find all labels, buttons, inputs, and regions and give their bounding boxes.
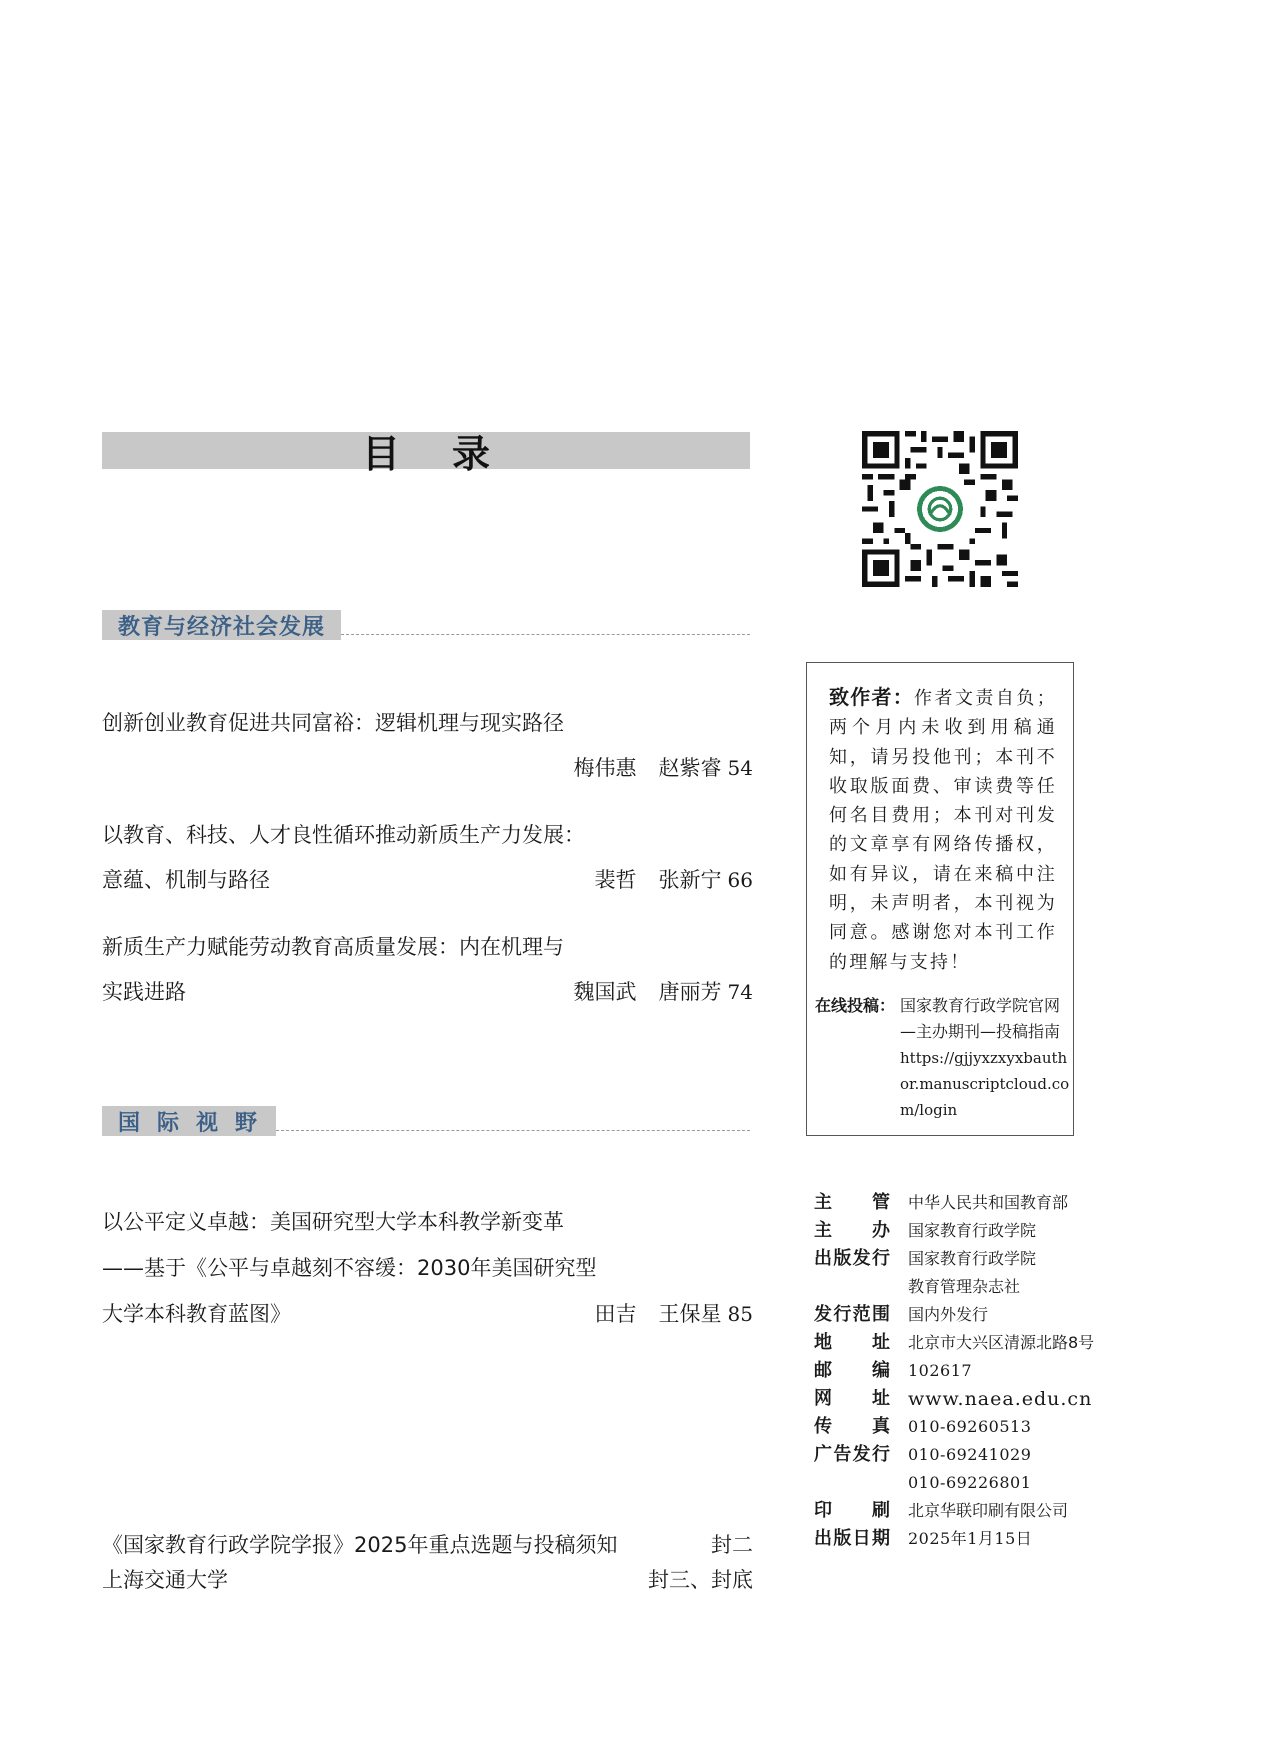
info-key: 发 行 范 围 bbox=[814, 1304, 890, 1325]
article-title[interactable]: 实践进路 bbox=[102, 980, 186, 1004]
info-row bbox=[814, 1273, 1114, 1301]
page-number: 74 bbox=[727, 980, 753, 1004]
toc-title-bar bbox=[102, 432, 750, 476]
extra-title[interactable]: 《国家教育行政学院学报》2025年重点选题与投稿须知 bbox=[102, 1533, 618, 1557]
info-row bbox=[814, 1301, 1114, 1329]
info-row bbox=[814, 1413, 1114, 1441]
notice-text bbox=[829, 683, 1057, 977]
info-key: 出 版 发 行 bbox=[814, 1248, 890, 1269]
submission-label: 在线投稿： bbox=[815, 996, 896, 1015]
info-value: 国家教育行政学院 bbox=[908, 1249, 1037, 1268]
author: 梅伟惠 bbox=[573, 756, 637, 780]
page-number: 66 bbox=[727, 868, 753, 892]
article-title[interactable]: 创新创业教育促进共同富裕：逻辑机理与现实路径 bbox=[102, 711, 564, 735]
toc-extra-line[interactable] bbox=[102, 1565, 753, 1595]
info-value: 北京市大兴区清源北路8号 bbox=[908, 1333, 1095, 1352]
article-subtitle[interactable]: 大学本科教育蓝图》 bbox=[102, 1302, 291, 1326]
author: 王保星 bbox=[658, 1302, 722, 1326]
info-value[interactable]: www.naea.edu.cn bbox=[908, 1388, 1093, 1410]
info-key: 主 管 bbox=[814, 1192, 890, 1213]
notice-heading: 致作者： bbox=[829, 685, 915, 709]
info-row bbox=[814, 1441, 1114, 1469]
submission-path: 国家教育行政学院官网—主办期刊—投稿指南 bbox=[900, 996, 1061, 1041]
extra-page: 封三、封底 bbox=[648, 1568, 753, 1592]
article-title[interactable]: 以公平定义卓越：美国研究型大学本科教学新变革 bbox=[102, 1210, 564, 1234]
toc-article-line[interactable] bbox=[102, 977, 753, 1007]
article-title[interactable]: 新质生产力赋能劳动教育高质量发展：内在机理与 bbox=[102, 935, 564, 959]
info-key: 印 刷 bbox=[814, 1500, 890, 1521]
extra-page: 封二 bbox=[711, 1533, 753, 1557]
toc-extra-line[interactable] bbox=[102, 1530, 753, 1560]
toc-article-line[interactable] bbox=[102, 820, 753, 850]
article-byline bbox=[595, 1299, 753, 1329]
info-value: 教育管理杂志社 bbox=[908, 1277, 1021, 1296]
info-value: 国家教育行政学院 bbox=[908, 1221, 1037, 1240]
info-key: 地 址 bbox=[814, 1332, 890, 1353]
submission-url-link[interactable]: https://gjjyxzxyxbauthor.manuscriptcloud.com/login bbox=[900, 1049, 1070, 1119]
article-byline bbox=[574, 753, 753, 783]
info-value: 010-69226801 bbox=[908, 1473, 1032, 1492]
info-row bbox=[814, 1189, 1114, 1217]
toc-title: 目录 bbox=[361, 432, 542, 476]
info-row bbox=[814, 1497, 1114, 1525]
toc-article-line[interactable] bbox=[102, 753, 753, 783]
author: 唐丽芳 bbox=[658, 980, 722, 1004]
article-byline bbox=[574, 977, 753, 1007]
info-key: 出 版 日 期 bbox=[814, 1528, 890, 1549]
info-row bbox=[814, 1245, 1114, 1273]
article-byline bbox=[595, 865, 753, 895]
info-row bbox=[814, 1525, 1114, 1553]
info-value: 102617 bbox=[908, 1361, 973, 1380]
author: 田吉 bbox=[594, 1302, 637, 1326]
article-title[interactable]: 以教育、科技、人才良性循环推动新质生产力发展： bbox=[102, 823, 585, 847]
toc-article-line[interactable] bbox=[102, 865, 753, 895]
info-value: 中华人民共和国教育部 bbox=[908, 1193, 1069, 1212]
section-divider bbox=[341, 634, 750, 635]
author-notice-box bbox=[806, 662, 1074, 1136]
toc-article-line[interactable] bbox=[102, 1253, 753, 1283]
author: 裴哲 bbox=[594, 868, 637, 892]
toc-article-line[interactable] bbox=[102, 1299, 753, 1329]
page-number: 85 bbox=[727, 1302, 753, 1326]
section-label: 教育与经济社会发展 bbox=[102, 610, 341, 640]
qr-code-icon[interactable] bbox=[862, 431, 1018, 587]
info-key: 广 告 发 行 bbox=[814, 1444, 890, 1465]
info-row bbox=[814, 1217, 1114, 1245]
info-value: 北京华联印刷有限公司 bbox=[908, 1501, 1069, 1520]
toc-article-line[interactable] bbox=[102, 708, 753, 738]
section-header-1 bbox=[102, 610, 750, 640]
info-key: 邮 编 bbox=[814, 1360, 890, 1381]
toc-article-line[interactable] bbox=[102, 932, 753, 962]
extra-title[interactable]: 上海交通大学 bbox=[102, 1568, 228, 1592]
info-value: 国内外发行 bbox=[908, 1305, 989, 1324]
author: 张新宁 bbox=[658, 868, 722, 892]
info-row bbox=[814, 1385, 1114, 1413]
section-label: 国际视野 bbox=[102, 1106, 276, 1136]
info-row bbox=[814, 1469, 1114, 1497]
toc-article-line[interactable] bbox=[102, 1207, 753, 1237]
notice-body: 作者文责自负；两个月内未收到用稿通知，请另投他刊；本刊不收取版面费、审读费等任何名目费用；本刊对刊发的文章享有网络传播权，如有异议，请在来稿中注明，未声明者，本刊视为同意。感谢您对本刊工作的理解与支持！ bbox=[829, 688, 1058, 973]
section-header-2 bbox=[102, 1106, 750, 1136]
author: 魏国武 bbox=[573, 980, 637, 1004]
info-row bbox=[814, 1329, 1114, 1357]
info-key: 传 真 bbox=[814, 1416, 890, 1437]
info-key: 主 办 bbox=[814, 1220, 890, 1241]
article-subtitle[interactable]: ——基于《公平与卓越刻不容缓：2030年美国研究型 bbox=[102, 1256, 597, 1280]
info-row bbox=[814, 1357, 1114, 1385]
info-value: 010-69260513 bbox=[908, 1417, 1032, 1436]
info-key: 网 址 bbox=[814, 1388, 890, 1409]
page-number: 54 bbox=[727, 756, 753, 780]
section-divider bbox=[276, 1130, 750, 1131]
article-title[interactable]: 意蕴、机制与路径 bbox=[102, 868, 270, 892]
info-value: 010-69241029 bbox=[908, 1445, 1032, 1464]
info-value: 2025年1月15日 bbox=[908, 1529, 1033, 1548]
author: 赵紫睿 bbox=[658, 756, 722, 780]
